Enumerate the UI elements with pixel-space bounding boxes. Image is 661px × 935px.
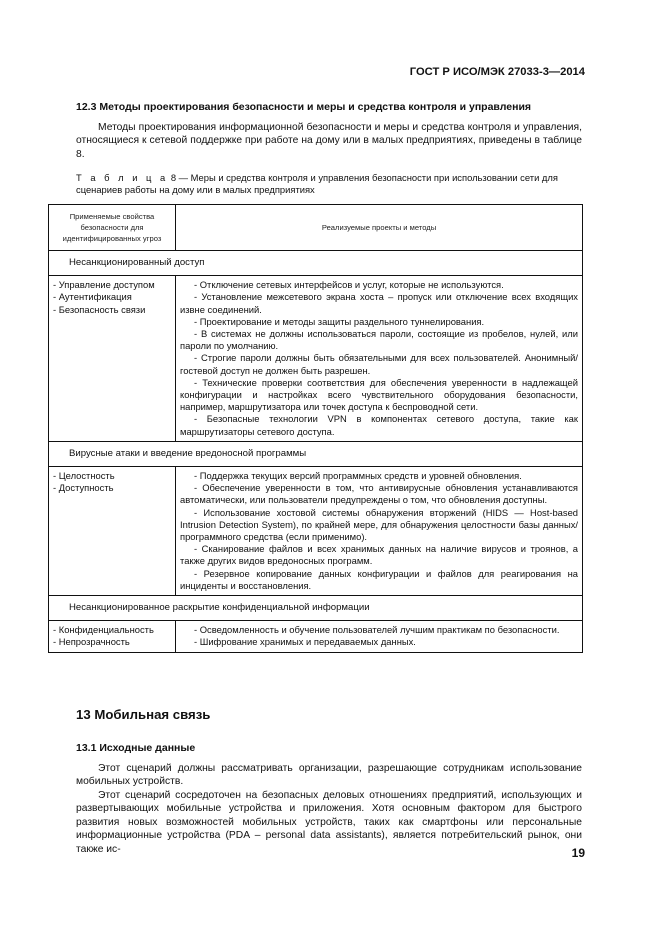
- table-caption: [76, 172, 582, 196]
- method-item: - Отключение сетевых интерфейсов и услуг, которые не используются.: [194, 279, 504, 291]
- group-title: Несанкционированное раскрытие конфиденциальной информации: [49, 596, 583, 621]
- property-item: - Непрозрачность: [53, 636, 130, 648]
- property-item: - Целостность: [53, 470, 115, 482]
- property-item: - Конфиденциальность: [53, 624, 154, 636]
- group-title-row: [49, 596, 583, 621]
- page-number: 19: [571, 846, 585, 860]
- method-item: - Проектирование и методы защиты раздельного туннелирования.: [194, 315, 485, 327]
- methods-cell: [176, 621, 583, 652]
- method-item: - Поддержка текущих версий программных средств и уровней обновления.: [194, 470, 522, 482]
- document-id-header: ГОСТ Р ИСО/МЭК 27033-3—2014: [409, 66, 585, 78]
- table-header-row: [49, 205, 583, 251]
- method-item: - Безопасные технологии VPN в компонентах сетевого доступа, такие как маршрутизаторы сетевого доступа.: [180, 413, 578, 437]
- property-item: - Безопасность связи: [53, 303, 146, 315]
- section-13-paragraph: Этот сценарий должны рассматривать организации, разрешающие сотрудникам использование мобильных устройств.: [76, 763, 582, 788]
- col1-header: Применяемые свойства безопасности для идентифицированных угроз: [49, 205, 176, 251]
- section-13-paragraph: Этот сценарий сосредоточен на безопасных деловых отношениях предприятий, использующих и развертывающих мобильные устройства и приложения. Хотя основным фактором для быстрого развития новых возможностей мобильных устройств, таких как смартфоны или персональные информационные устройства (PDA – personal data assistants), является потребительский рынок, они также ис-: [76, 790, 582, 855]
- section-12-3-paragraph: Методы проектирования информационной безопасности и меры и средства контроля и управления, относящиеся к сетевой поддержке при работе на дому или в малых предприятиях, приведены в таблице 8.: [76, 122, 582, 160]
- method-item: - Осведомленность и обучение пользователей лучшим практикам по безопасности.: [194, 624, 560, 636]
- properties-cell: [49, 621, 176, 652]
- group-content-row: [49, 467, 583, 596]
- col2-header: Реализуемые проекты и методы: [176, 205, 583, 251]
- section-13-1-heading: 13.1 Исходные данные: [76, 742, 196, 754]
- group-content-row: [49, 621, 583, 652]
- table-caption-label: Т а б л и ц а: [76, 172, 169, 183]
- controls-table: [48, 204, 583, 653]
- methods-cell: [176, 467, 583, 596]
- group-title-row: [49, 441, 583, 466]
- method-item: - Строгие пароли должны быть обязательными для всех пользователей. Анонимный/гостевой доступ не должен быть разрешен.: [180, 352, 578, 376]
- method-item: - Обеспечение уверенности в том, что антивирусные обновления устанавливаются автоматически, или пользователи предупреждены о том, что обновления доступны.: [180, 482, 578, 506]
- methods-cell: [176, 276, 583, 442]
- method-item: - Сканирование файлов и всех хранимых данных на наличие вирусов и троянов, а также других видов вредоносных программ.: [180, 543, 578, 567]
- properties-cell: [49, 276, 176, 442]
- section-12-3-heading: 12.3 Методы проектирования безопасности и меры и средства контроля и управления: [76, 101, 532, 113]
- table-caption-text: 8 — Меры и средства контроля и управления безопасности при использовании сети для сценариев работы на дому или в малых предприятиях: [76, 172, 558, 195]
- group-content-row: [49, 276, 583, 442]
- method-item: - Технические проверки соответствия для обеспечения уверенности в надлежащей конфигурации и настройках всего чувствительного оборудования безопасности, например, маршрутизатора или точек доступа к беспроводной сети.: [180, 376, 578, 413]
- property-item: - Доступность: [53, 482, 114, 494]
- method-item: - В системах не должны использоваться пароли, состоящие из пробелов, нулей, или пароли по умолчанию.: [180, 328, 578, 352]
- method-item: - Установление межсетевого экрана хоста – пропуск или отключение всех входящих извне соединений.: [180, 291, 578, 315]
- properties-cell: [49, 467, 176, 596]
- group-title: Вирусные атаки и введение вредоносной программы: [49, 441, 583, 466]
- group-title-row: [49, 251, 583, 276]
- group-title: Несанкционированный доступ: [49, 251, 583, 276]
- property-item: - Аутентификация: [53, 291, 132, 303]
- method-item: - Резервное копирование данных конфигурации и файлов для реагирования на инциденты и восстановления.: [180, 567, 578, 591]
- method-item: - Использование хостовой системы обнаружения вторжений (HIDS — Host-based Intrusion Detection System), по крайней мере, для обнаружения целостности базы данных/программного средства (если применимо).: [180, 506, 578, 543]
- section-13-heading: 13 Мобильная связь: [76, 707, 211, 722]
- method-item: - Шифрование хранимых и передаваемых данных.: [194, 636, 416, 648]
- property-item: - Управление доступом: [53, 279, 155, 291]
